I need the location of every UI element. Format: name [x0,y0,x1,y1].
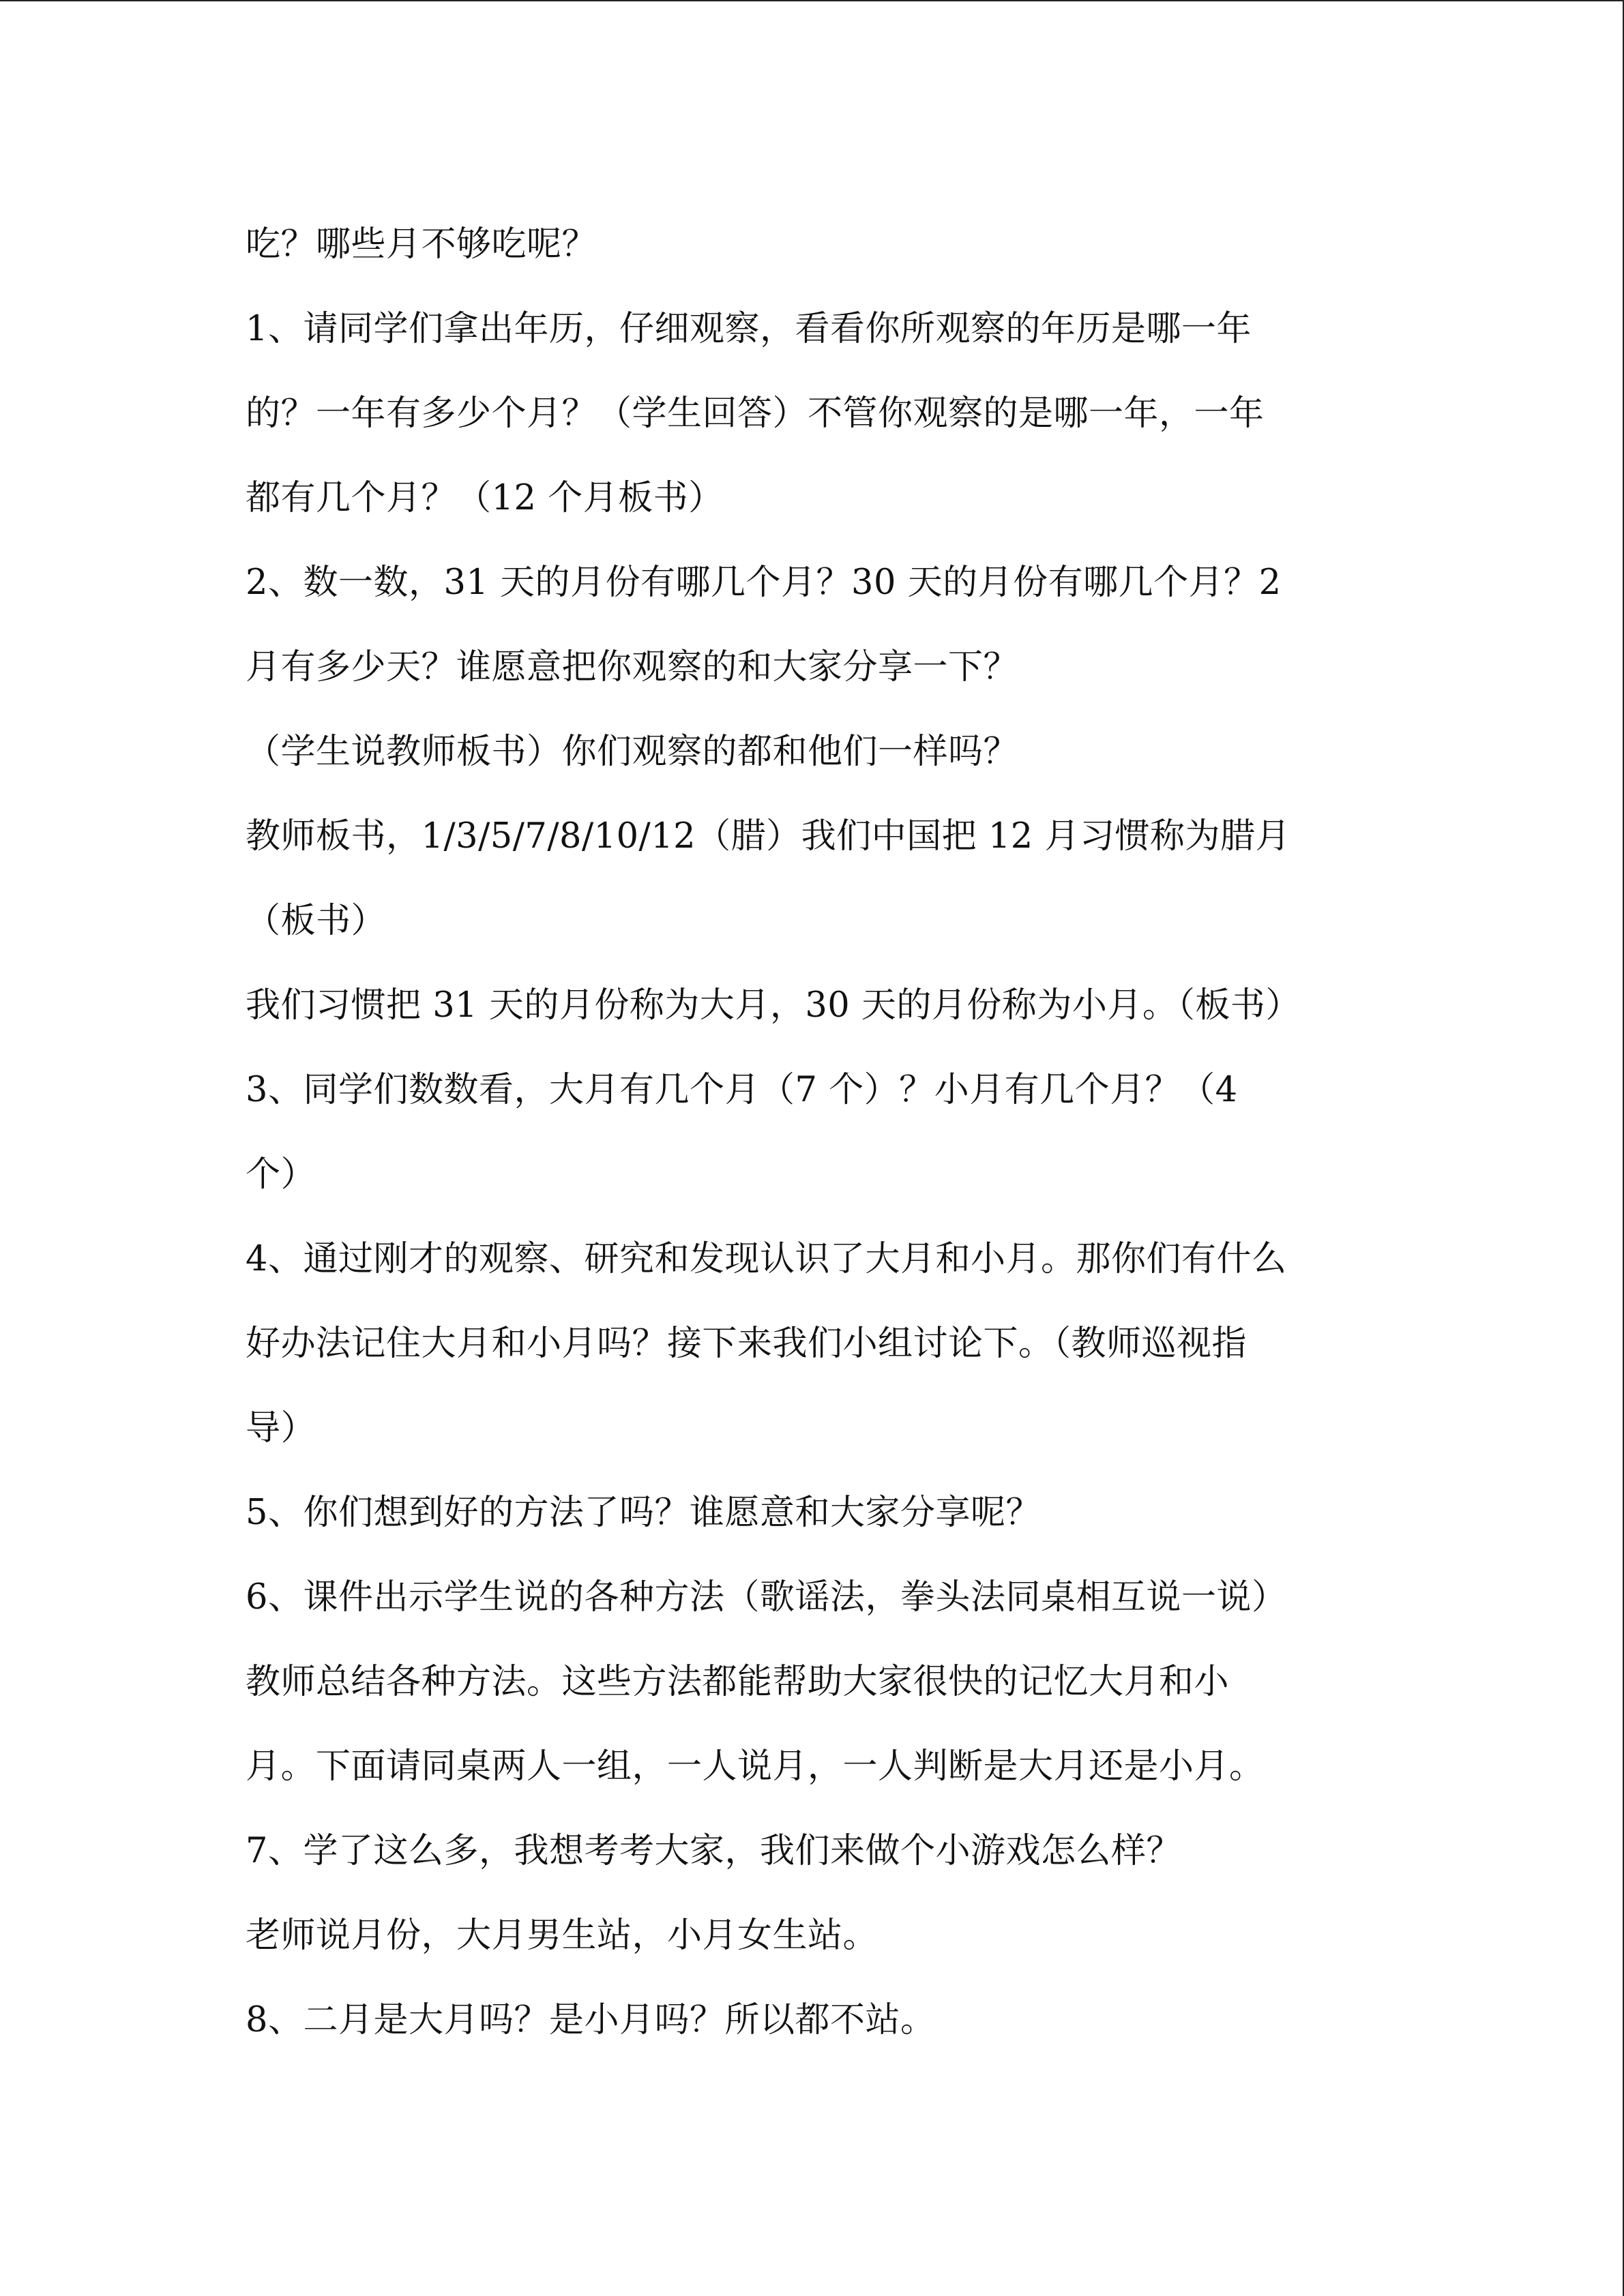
text-line: 6、课件出示学生说的各种方法（歌谣法，拳头法同桌相互说一说） [246,1577,1287,1617]
text-line: 个） [246,1154,316,1195]
text-line: 导） [246,1408,316,1448]
text-line: 月。下面请同桌两人一组，一人说月，一人判断是大月还是小月。 [246,1746,1265,1787]
text-line: 教师板书，1/3/5/7/8/10/12（腊）我们中国把 12 月习惯称为腊月 [246,816,1290,856]
document-body [246,203,1405,2063]
text-line: 的？一年有多少个月？（学生回答）不管你观察的是哪一年，一年 [246,393,1265,434]
text-line: 教师总结各种方法。这些方法都能帮助大家很快的记忆大月和小 [246,1662,1230,1702]
text-line: 好办法记住大月和小月吗？接下来我们小组讨论下。（教师巡视指 [246,1324,1247,1364]
text-line: 3、同学们数数看，大月有几个月（7 个）？小月有几个月？（4 [246,1070,1238,1110]
text-line: 老师说月份，大月男生站，小月女生站。 [246,1915,879,1956]
text-line: 月有多少天？谁愿意把你观察的和大家分享一下？ [246,647,1019,687]
text-line: （板书） [246,901,387,941]
text-line: （学生说教师板书）你们观察的都和他们一样吗？ [246,732,1019,772]
text-line: 5、你们想到好的方法了吗？谁愿意和大家分享呢？ [246,1493,1041,1533]
text-line: 2、数一数，31 天的月份有哪几个月？30 天的月份有哪几个月？2 [246,563,1282,603]
text-line: 都有几个月？（12 个月板书） [246,478,724,518]
text-line: 7、学了这么多，我想考考大家，我们来做个小游戏怎么样？ [246,1831,1181,1871]
text-line: 1、请同学们拿出年历，仔细观察，看看你所观察的年历是哪一年 [246,309,1252,349]
text-line: 我们习惯把 31 天的月份称为大月，30 天的月份称为小月。（板书） [246,985,1301,1026]
text-line: 吃？哪些月不够吃呢？ [246,224,597,265]
text-line: 8、二月是大月吗？是小月吗？所以都不站。 [246,2000,936,2040]
text-line: 4、通过刚才的观察、研究和发现认识了大月和小月。那你们有什么 [246,1239,1287,1279]
